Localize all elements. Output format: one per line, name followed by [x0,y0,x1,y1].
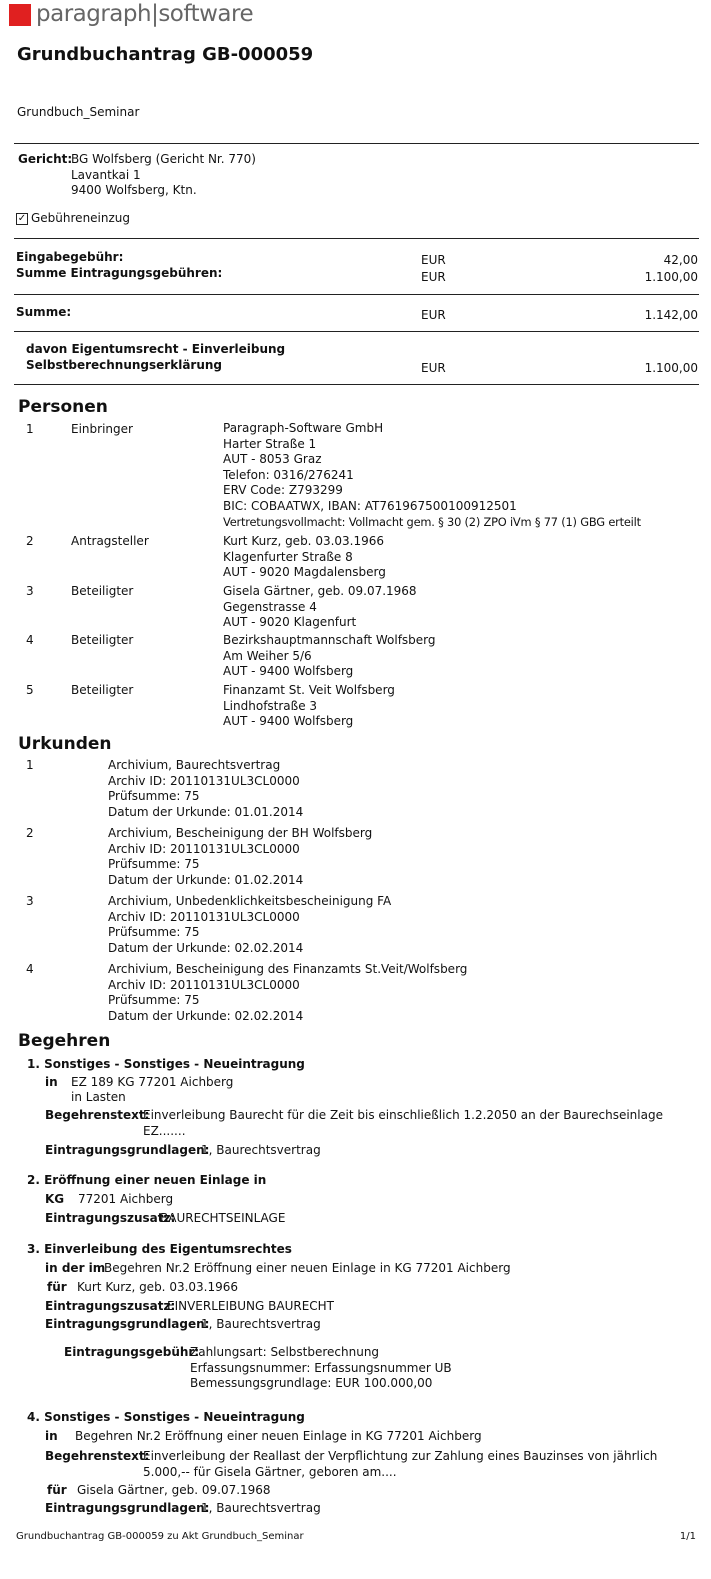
urkunde-line: Prüfsumme: 75 [108,789,200,804]
person-line: AUT - 9020 Klagenfurt [223,615,357,630]
person-details [223,421,641,530]
gebuehr-line: Bemessungsgrundlage: EUR 100.000,00 [190,1376,433,1391]
begehren-1-text-label: Begehrenstext: [45,1108,150,1122]
begehren-1-grund-value: 1, Baurechtsvertrag [201,1143,321,1157]
urkunde-nr: 4 [26,962,34,976]
person-line: Am Weiher 5/6 [223,648,312,663]
begehren-1-text-line2: EZ....... [143,1124,186,1138]
urkunde-line: Archivium, Bescheinigung der BH Wolfsberg [108,826,373,840]
begehren-3-title: 3. Einverleibung des Eigentumsrechtes [27,1242,292,1256]
person-line: Lindhofstraße 3 [223,698,318,713]
begehren-2-kg-label: KG [45,1192,65,1206]
begehren-4-in-label: in [45,1429,58,1443]
person-line: Telefon: 0316/276241 [223,467,354,482]
begehren-3-inderim-value: Begehren Nr.2 Eröffnung einer neuen Einlage in KG 77201 Aichberg [104,1261,511,1275]
person-line: Vertretungsvollmacht: Vollmacht gem. § 30 (2) ZPO iVm § 77 (1) GBG erteilt [223,514,641,529]
eintragungsgebuehren-amount: 1.100,00 [644,270,698,284]
person-line: Gegenstrasse 4 [223,599,317,614]
divider [14,331,699,332]
urkunde-line: Datum der Urkunde: 02.02.2014 [108,1008,304,1023]
summe-amount: 1.142,00 [644,308,698,322]
akt-name: Grundbuch_Seminar [17,105,140,119]
begehren-heading: Begehren [18,1031,111,1051]
person-role: Beteiligter [71,584,134,598]
begehren-3-gebuehr-details [190,1345,452,1392]
urkunde-details [108,826,372,888]
person-role: Beteiligter [71,683,134,697]
eintragungsgebuehren-label: Summe Eintragungsgebühren: [16,266,223,280]
eintragungsgebuehren-currency: EUR [421,270,446,284]
begehren-3-gebuehr-label: Eintragungsgebühr: [64,1345,200,1359]
urkunde-line: Archivium, Baurechtsvertrag [108,758,281,772]
person-details [223,683,395,730]
begehren-4-in-value: Begehren Nr.2 Eröffnung einer neuen Einlage in KG 77201 Aichberg [75,1429,482,1443]
begehren-4-text-line1: Einverleibung der Reallast der Verpflichtung zur Zahlung eines Bauzinses von jährlich [143,1449,658,1463]
begehren-3-inderim-label: in der im [45,1261,106,1275]
gebuehr-line: Erfassungsnummer: Erfassungsnummer UB [190,1360,452,1375]
begehren-1-in-label: in [45,1075,58,1089]
person-nr: 2 [26,534,34,548]
person-line: Paragraph-Software GmbH [223,421,384,435]
gericht-line: BG Wolfsberg (Gericht Nr. 770) [71,152,256,166]
davon-amount: 1.100,00 [644,361,698,375]
urkunden-heading: Urkunden [18,734,112,754]
person-details [223,584,417,631]
gebuehreneinzug-label: Gebühreneinzug [31,211,131,225]
person-line: Kurt Kurz, geb. 03.03.1966 [223,534,385,548]
person-line: AUT - 9020 Magdalensberg [223,565,386,580]
person-line: AUT - 8053 Graz [223,452,322,467]
begehren-3-grund-value: 1, Baurechtsvertrag [201,1317,321,1331]
begehren-4-fuer-value: Gisela Gärtner, geb. 09.07.1968 [77,1483,271,1497]
urkunde-line: Prüfsumme: 75 [108,857,200,872]
begehren-3-fuer-value: Kurt Kurz, geb. 03.03.1966 [77,1280,239,1294]
page-number: 1/1 [679,1531,696,1542]
person-line: Bezirkshauptmannschaft Wolfsberg [223,633,436,647]
person-line: AUT - 9400 Wolfsberg [223,664,354,679]
urkunde-line: Archiv ID: 20110131UL3CL0000 [108,909,300,924]
person-details [223,633,436,680]
divider [14,143,699,144]
person-nr: 1 [26,422,34,436]
eingabegebuehr-label: Eingabegebühr: [16,250,124,264]
eingabegebuehr-amount: 42,00 [663,253,698,267]
person-role: Beteiligter [71,633,134,647]
person-role: Antragsteller [71,534,149,548]
begehren-2-title: 2. Eröffnung einer neuen Einlage in [27,1173,267,1187]
davon-line2: Selbstberechnungserklärung [26,358,223,372]
brand-logo-square [9,4,31,26]
begehren-2-zusatz-value: BAURECHTSEINLAGE [160,1211,286,1225]
urkunde-nr: 2 [26,826,34,840]
urkunde-details [108,758,303,820]
begehren-4-fuer-label: für [47,1483,67,1497]
begehren-3-zusatz-value: EINVERLEIBUNG BAURECHT [167,1299,335,1313]
person-line: Harter Straße 1 [223,436,317,451]
urkunde-line: Prüfsumme: 75 [108,925,200,940]
person-role: Einbringer [71,422,133,436]
begehren-3-grund-label: Eintragungsgrundlagen: [45,1317,210,1331]
urkunde-line: Archiv ID: 20110131UL3CL0000 [108,773,300,788]
begehren-1-grund-label: Eintragungsgrundlagen: [45,1143,210,1157]
begehren-2-kg-value: 77201 Aichberg [78,1192,174,1206]
begehren-4-grund-value: 1, Baurechtsvertrag [201,1501,321,1515]
begehren-4-title: 4. Sonstiges - Sonstiges - Neueintragung [27,1410,305,1424]
urkunde-line: Archiv ID: 20110131UL3CL0000 [108,841,300,856]
gebuehreneinzug-row [16,211,130,225]
davon-currency: EUR [421,361,446,375]
person-nr: 5 [26,683,34,697]
davon-line1: davon Eigentumsrecht - Einverleibung [26,342,286,356]
footer-text: Grundbuchantrag GB-000059 zu Akt Grundbuch_Seminar [16,1531,304,1542]
gebuehr-line: Zahlungsart: Selbstberechnung [190,1345,380,1359]
divider [14,384,699,385]
begehren-3-zusatz-label: Eintragungszusatz: [45,1299,176,1313]
begehren-1-title: 1. Sonstiges - Sonstiges - Neueintragung [27,1057,305,1071]
summe-label: Summe: [16,305,72,319]
personen-heading: Personen [18,397,108,417]
urkunde-line: Datum der Urkunde: 01.01.2014 [108,804,304,819]
person-nr: 4 [26,633,34,647]
urkunde-details [108,894,391,956]
person-line: Klagenfurter Straße 8 [223,549,353,564]
eingabegebuehr-currency: EUR [421,253,446,267]
gericht-line: Lavantkai 1 [71,167,141,182]
urkunde-nr: 1 [26,758,34,772]
brand-logo-text: paragraph|software [36,1,254,27]
urkunde-nr: 3 [26,894,34,908]
gebuehreneinzug-checkbox[interactable]: ✓ [17,212,27,224]
person-nr: 3 [26,584,34,598]
person-details [223,534,386,581]
gericht-line: 9400 Wolfsberg, Ktn. [71,183,197,198]
urkunde-line: Archivium, Unbedenklichkeitsbescheinigung FA [108,894,392,908]
begehren-1-text-line1: Einverleibung Baurecht für die Zeit bis einschließlich 1.2.2050 an der Baurechseinlage [143,1108,663,1122]
divider [14,238,699,239]
begehren-4-grund-label: Eintragungsgrundlagen: [45,1501,210,1515]
begehren-1-in-sub: in Lasten [71,1090,126,1104]
summe-currency: EUR [421,308,446,322]
begehren-3-fuer-label: für [47,1280,67,1294]
begehren-2-zusatz-label: Eintragungszusatz: [45,1211,176,1225]
document-title: Grundbuchantrag GB-000059 [17,44,314,65]
person-line: BIC: COBAATWX, IBAN: AT761967500100912501 [223,498,517,513]
urkunde-line: Datum der Urkunde: 02.02.2014 [108,940,304,955]
begehren-4-text-label: Begehrenstext: [45,1449,150,1463]
urkunde-line: Datum der Urkunde: 01.02.2014 [108,872,304,887]
urkunde-line: Prüfsumme: 75 [108,993,200,1008]
person-line: Gisela Gärtner, geb. 09.07.1968 [223,584,417,598]
begehren-4-text-line2: 5.000,-- für Gisela Gärtner, geboren am.... [143,1465,397,1479]
person-line: ERV Code: Z793299 [223,483,343,498]
gericht-label: Gericht: [18,152,73,166]
begehren-1-in-value: EZ 189 KG 77201 Aichberg [71,1075,234,1089]
urkunde-line: Archivium, Bescheinigung des Finanzamts St.Veit/Wolfsberg [108,962,468,976]
divider [14,294,699,295]
person-line: Finanzamt St. Veit Wolfsberg [223,683,395,697]
urkunde-line: Archiv ID: 20110131UL3CL0000 [108,977,300,992]
urkunde-details [108,962,467,1024]
person-line: AUT - 9400 Wolfsberg [223,714,354,729]
gericht-address [71,152,256,199]
